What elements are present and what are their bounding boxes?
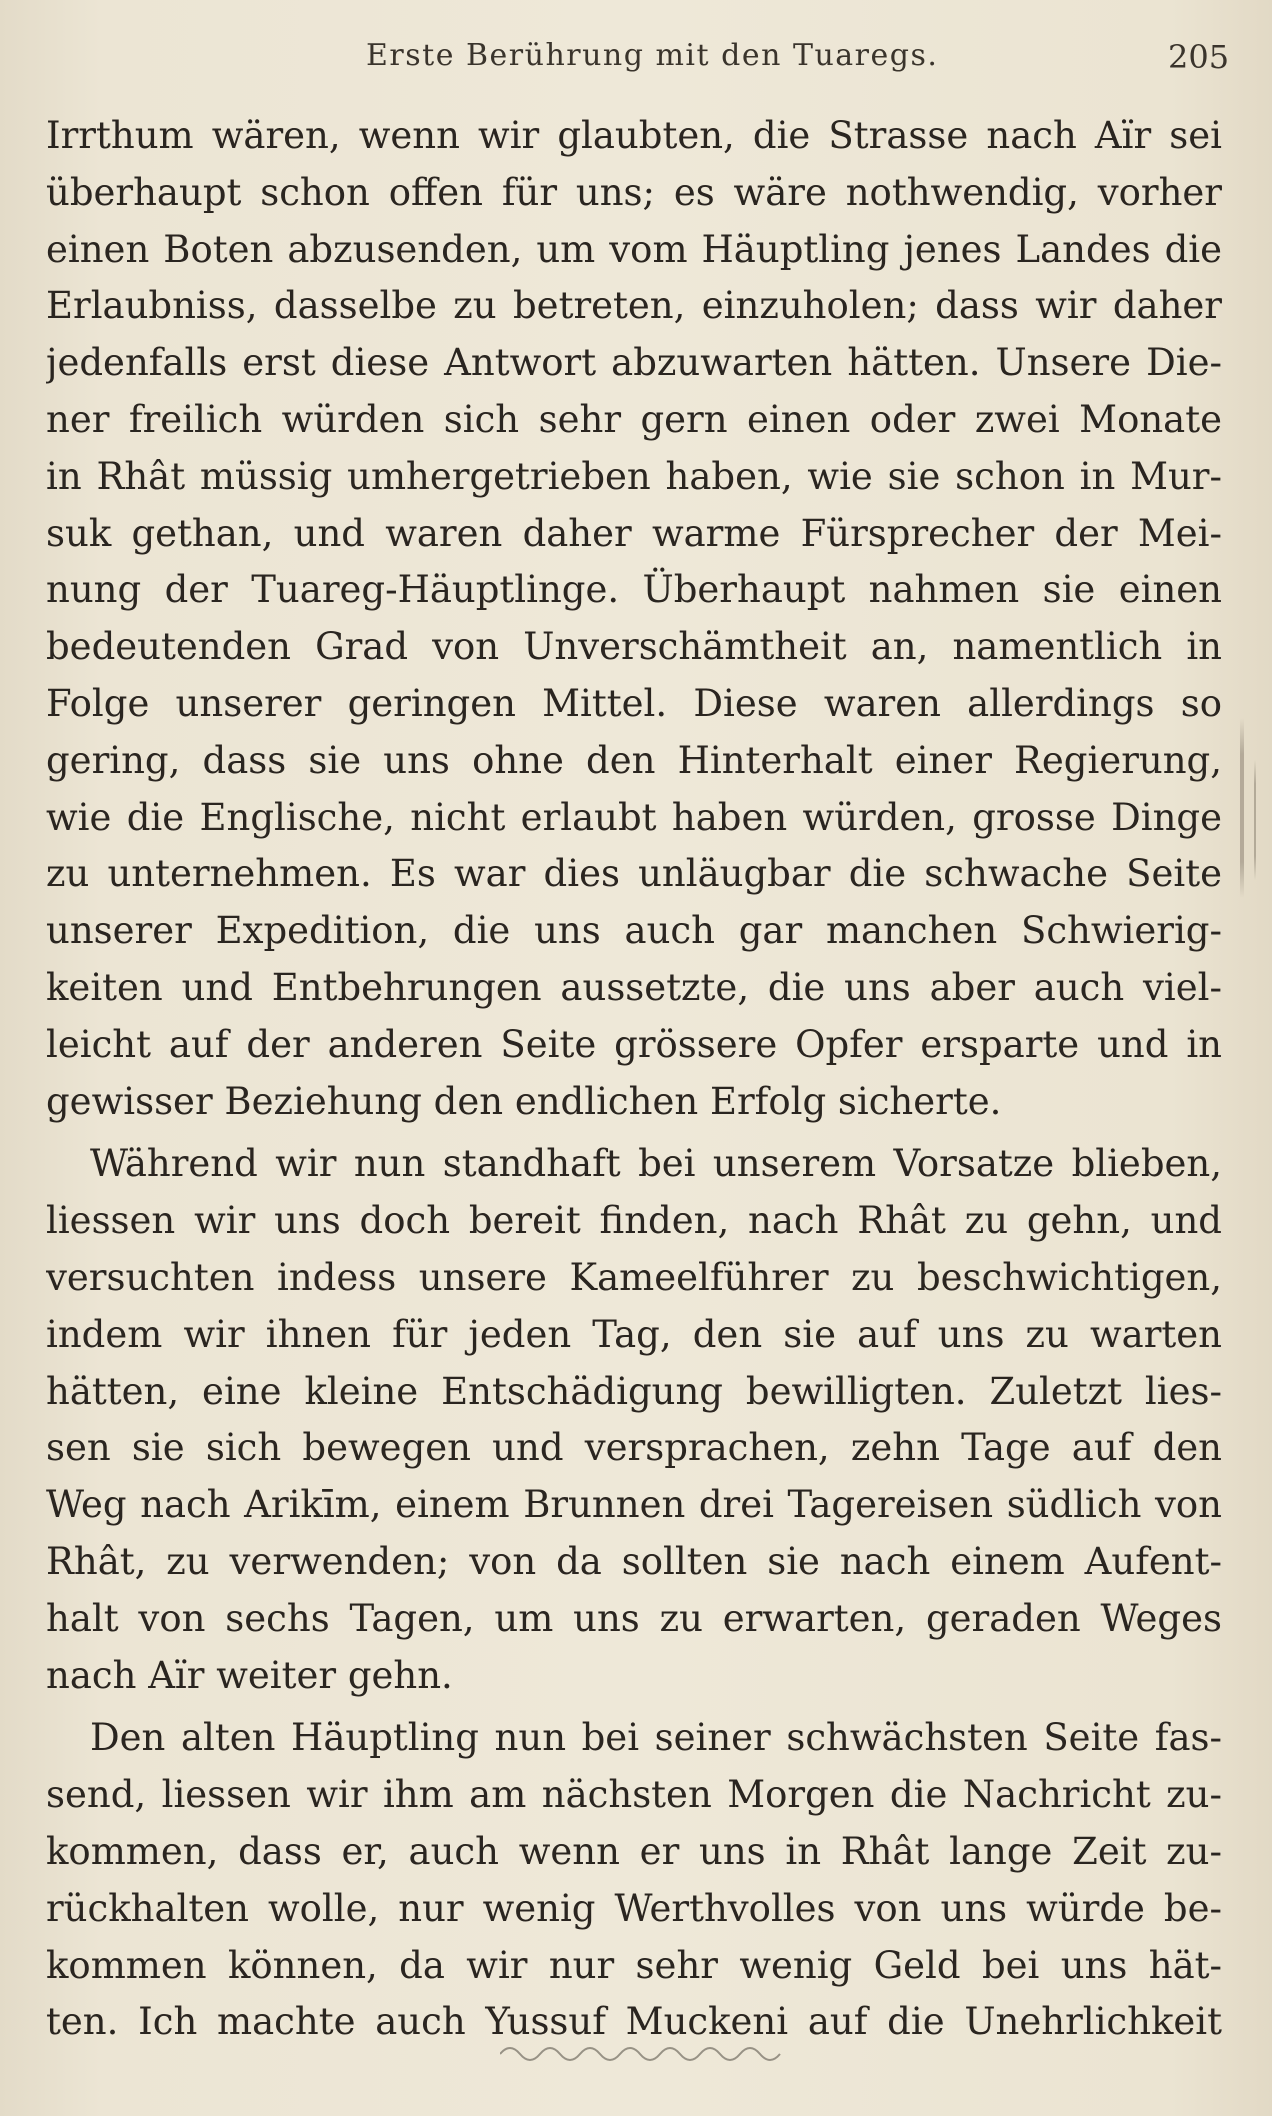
- text-line: versuchten indess unsere Kameelführer zu beschwichtigen,: [46, 1255, 1222, 1299]
- text-line: ner freilich würden sich sehr gern einen oder zwei Monate: [46, 397, 1222, 441]
- page-number: 205: [1168, 38, 1230, 76]
- text-line: gewisser Beziehung den endlichen Erfolg sicherte.: [46, 1079, 1002, 1123]
- text-line: sen sie sich bewegen und versprachen, zehn Tage auf den: [46, 1426, 1222, 1470]
- text-line: liessen wir uns doch bereit finden, nach Rhât zu gehn, und: [46, 1199, 1222, 1243]
- text-line: überhaupt schon offen für uns; es wäre nothwendig, vorher: [46, 170, 1222, 214]
- text-line: unserer Expedition, die uns auch gar manchen Schwierig-: [46, 909, 1222, 953]
- text-line: nung der Tuareg-Häuptlinge. Überhaupt nahmen sie einen: [46, 568, 1222, 612]
- text-line: bedeutenden Grad von Unverschämtheit an, namentlich in: [46, 625, 1222, 669]
- running-title: Erste Berührung mit den Tuaregs.: [366, 38, 939, 73]
- text-line: Den alten Häuptling nun bei seiner schwächsten Seite fas-: [90, 1716, 1222, 1760]
- text-line: nach Aïr weiter gehn.: [46, 1653, 453, 1697]
- text-line: Rhât, zu verwenden; von da sollten sie nach einem Aufent-: [46, 1539, 1222, 1583]
- paragraph-1: [46, 108, 1222, 1130]
- margin-pencil-mark: [1254, 760, 1256, 880]
- text-line: hätten, eine kleine Entschädigung bewilligten. Zuletzt lies-: [46, 1369, 1222, 1413]
- running-head: [0, 30, 1272, 78]
- text-line: send, liessen wir ihm am nächsten Morgen die Nachricht zu-: [46, 1773, 1222, 1817]
- text-line: zu unternehmen. Es war dies unläugbar die schwache Seite: [46, 852, 1222, 896]
- text-line: jedenfalls erst diese Antwort abzuwarten hätten. Unsere Die-: [46, 341, 1222, 385]
- text-line: Irrthum wären, wenn wir glaubten, die Strasse nach Aïr sei: [46, 114, 1222, 157]
- text-line: leicht auf der anderen Seite grössere Opfer ersparte und in: [46, 1022, 1222, 1066]
- text-line: gering, dass sie uns ohne den Hinterhalt einer Regierung,: [46, 738, 1222, 782]
- text-line: Weg nach Arikīm, einem Brunnen drei Tagereisen südlich von: [46, 1483, 1222, 1527]
- body-text: [46, 108, 1222, 2051]
- text-line: Folge unserer geringen Mittel. Diese waren allerdings so: [46, 681, 1222, 725]
- text-line: suk gethan, und waren daher warme Fürsprecher der Mei-: [46, 511, 1222, 555]
- paragraph-3: [46, 1710, 1222, 2051]
- text-line: Erlaubniss, dasselbe zu betreten, einzuholen; dass wir daher: [46, 284, 1222, 328]
- text-line: kommen, dass er, auch wenn er uns in Rhât lange Zeit zu-: [46, 1829, 1222, 1873]
- text-line: in Rhât müssig umhergetrieben haben, wie sie schon in Mur-: [46, 454, 1222, 498]
- text-line: Während wir nun standhaft bei unserem Vorsatze blieben,: [90, 1142, 1222, 1186]
- text-line: kommen können, da wir nur sehr wenig Geld bei uns hät-: [46, 1943, 1222, 1987]
- text-line: einen Boten abzusenden, um vom Häuptling jenes Landes die: [46, 227, 1222, 271]
- text-line: wie die Englische, nicht erlaubt haben würden, grosse Dinge: [46, 795, 1222, 839]
- paragraph-2: [46, 1136, 1222, 1704]
- margin-pencil-mark: [1240, 718, 1244, 898]
- text-line: rückhalten wolle, nur wenig Werthvolles von uns würde be-: [46, 1886, 1222, 1930]
- text-line: indem wir ihnen für jeden Tag, den sie auf uns zu warten: [46, 1312, 1222, 1356]
- wavy-underline-mark: [500, 2040, 800, 2064]
- text-line: halt von sechs Tagen, um uns zu erwarten, geraden Weges: [46, 1596, 1222, 1640]
- text-line: keiten und Entbehrungen aussetzte, die uns aber auch viel-: [46, 965, 1222, 1009]
- text-line: ten. Ich machte auch Yussuf Muckeni auf die Unehrlichkeit: [46, 2000, 1222, 2044]
